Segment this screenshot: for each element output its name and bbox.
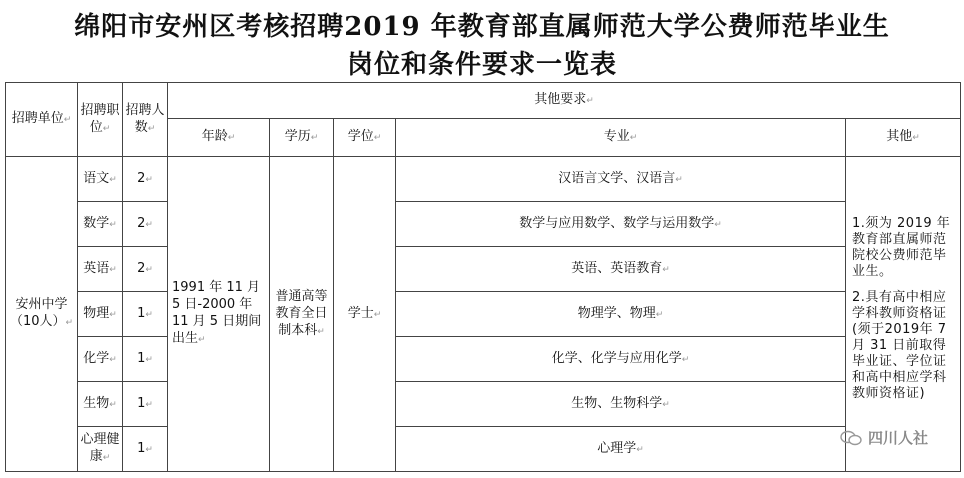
major-cell: 物理学、物理↵ (396, 292, 846, 337)
header-count: 招聘人数↵ (123, 83, 168, 157)
table-row (6, 292, 961, 337)
count-cell: 2↵ (123, 157, 168, 202)
position-cell: 心理健康↵ (78, 427, 123, 472)
header-unit: 招聘单位↵ (6, 83, 78, 157)
position-cell: 英语↵ (78, 247, 123, 292)
document-title: 绵阳市安州区考核招聘2019 年教育部直属师范大学公费师范毕业生 (74, 12, 890, 42)
header-age: 年龄↵ (168, 119, 270, 157)
count-cell: 2↵ (123, 247, 168, 292)
table-row (6, 202, 961, 247)
header-other-requirements: 其他要求↵ (168, 83, 961, 119)
position-cell: 物理↵ (78, 292, 123, 337)
major-cell: 化学、化学与应用化学↵ (396, 337, 846, 382)
header-education: 学历↵ (270, 119, 334, 157)
unit-cell: 安州中学（10人）↵ (6, 157, 78, 472)
count-cell: 1↵ (123, 382, 168, 427)
major-cell: 心理学↵ (396, 427, 846, 472)
wechat-icon (840, 430, 862, 446)
watermark-text: 四川人社 (867, 429, 928, 447)
major-cell: 生物、生物科学↵ (396, 382, 846, 427)
header-major: 专业↵ (396, 119, 846, 157)
major-cell: 英语、英语教育↵ (396, 247, 846, 292)
count-cell: 2↵ (123, 202, 168, 247)
degree-requirement-cell: 学士↵ (334, 157, 396, 472)
age-requirement-cell: 1991 年 11 月 5 日-2000 年 11 月 5 日期间出生↵ (168, 157, 270, 472)
recruitment-table (5, 82, 961, 472)
watermark (840, 427, 928, 448)
document-subtitle: 岗位和条件要求一览表 (346, 50, 617, 80)
table-row (6, 382, 961, 427)
position-cell: 语文↵ (78, 157, 123, 202)
major-cell: 数学与应用数学、数学与运用数学↵ (396, 202, 846, 247)
header-row-1 (6, 83, 961, 119)
header-position: 招聘职位↵ (78, 83, 123, 157)
count-cell: 1↵ (123, 292, 168, 337)
position-cell: 化学↵ (78, 337, 123, 382)
other-requirement-2: 2.具有高中相应学科教师资格证(须于2019年 7 月 31 日前取得毕业证、学位证和高中相应学科教师资格证) (852, 290, 947, 401)
count-cell: 1↵ (123, 427, 168, 472)
position-cell: 生物↵ (78, 382, 123, 427)
education-requirement-cell: 普通高等教育全日制本科↵ (270, 157, 334, 472)
major-cell: 汉语言文学、汉语言↵ (396, 157, 846, 202)
header-degree: 学位↵ (334, 119, 396, 157)
header-other: 其他↵ (846, 119, 961, 157)
position-cell: 数学↵ (78, 202, 123, 247)
other-requirement-1: 1.须为 2019 年教育部直属师范院校公费师范毕业生。 (852, 216, 951, 279)
table-row (6, 247, 961, 292)
table-row (6, 427, 961, 472)
table-row (6, 337, 961, 382)
count-cell: 1↵ (123, 337, 168, 382)
other-requirement-cell (846, 157, 961, 472)
table-row (6, 157, 961, 202)
